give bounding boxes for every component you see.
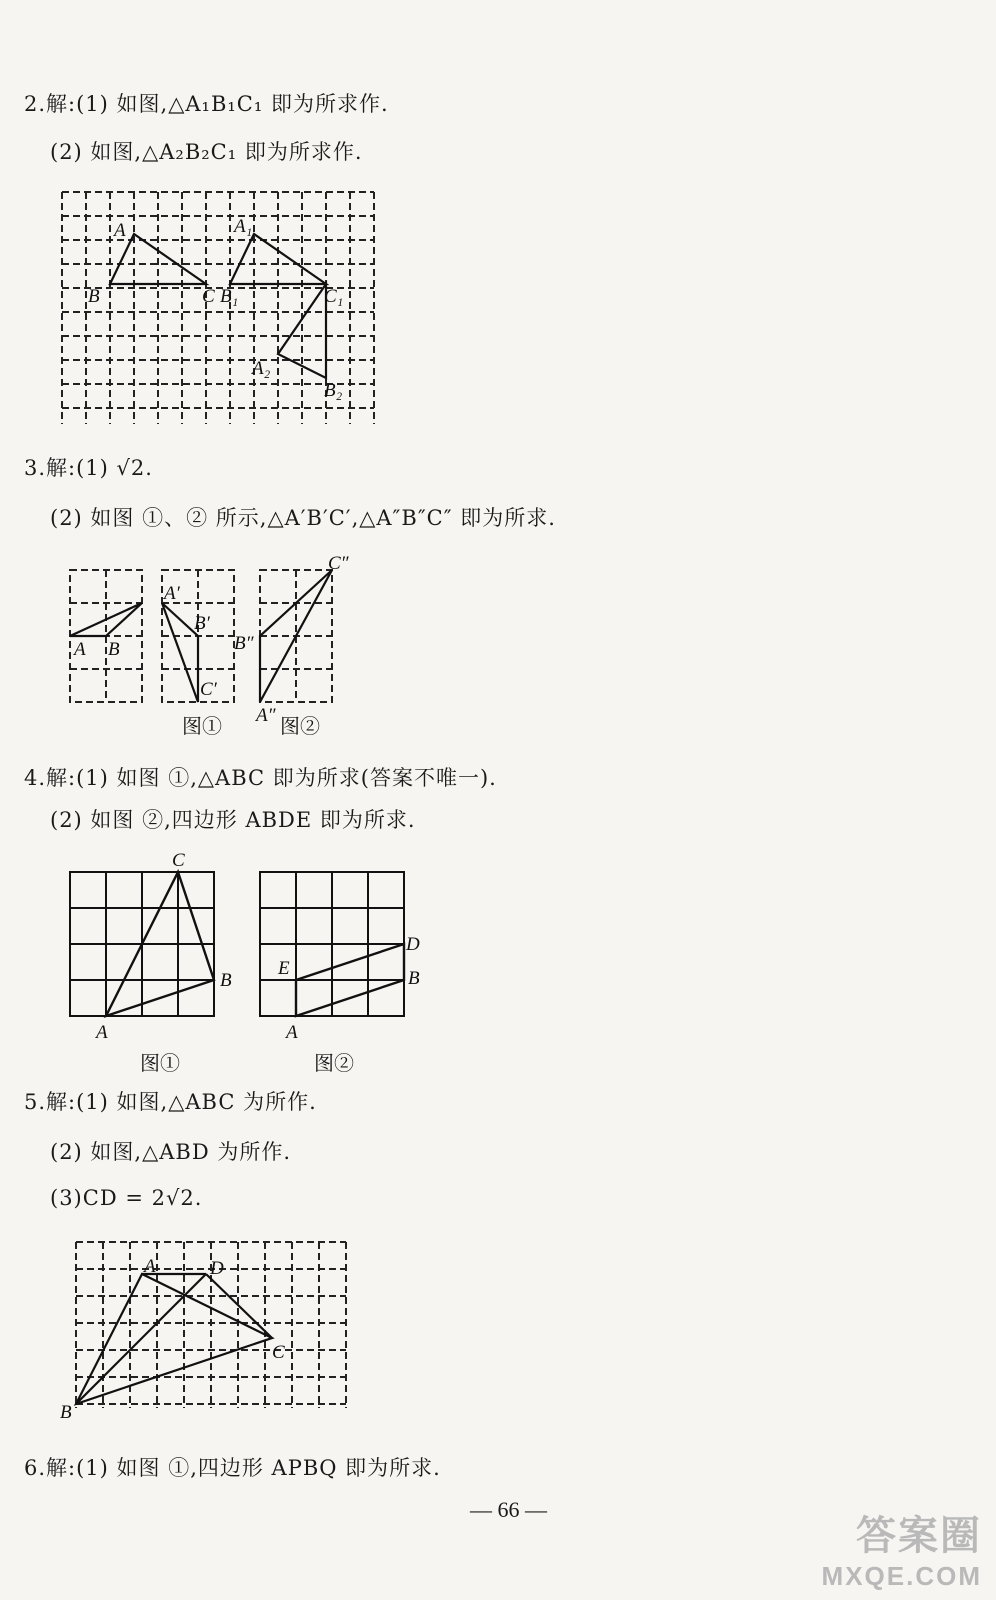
label-B-dprime: B″	[234, 633, 254, 654]
q5-line1: 5.解:(1) 如图,△ABC 为所作.	[24, 1090, 317, 1114]
label-B: B	[220, 970, 232, 991]
label-A: A	[74, 639, 86, 660]
label-B: B	[60, 1402, 72, 1423]
q4-line2: (2) 如图 ②,四边形 ABDE 即为所求.	[50, 808, 416, 832]
q3-line1: 3.解:(1) √2.	[24, 456, 153, 480]
caption-fig1: 图①	[140, 1051, 180, 1075]
label-D: D	[406, 934, 420, 955]
label-A-dprime: A″	[256, 705, 276, 726]
q5-figure	[60, 1232, 360, 1432]
q4-line1: 4.解:(1) 如图 ①,△ABC 即为所求(答案不唯一).	[24, 766, 497, 790]
label-C: C	[172, 850, 185, 871]
label-A: A	[96, 1022, 108, 1043]
label-C-dprime: C″	[328, 553, 349, 574]
label-A2: A	[286, 1022, 298, 1043]
label-B: B	[108, 639, 120, 660]
q2-figure	[50, 182, 390, 432]
solid-grids	[70, 872, 404, 1016]
label-C: C	[202, 286, 215, 307]
page-number: — 66 —	[470, 1497, 547, 1522]
caption-fig2: 图②	[314, 1051, 354, 1075]
label-A2: A₂	[252, 358, 271, 379]
q2-line2: (2) 如图,△A₂B₂C₁ 即为所求作.	[50, 140, 363, 164]
q5-line3: (3)CD = 2√2.	[50, 1186, 203, 1210]
label-C-prime: C′	[200, 679, 217, 700]
label-B2: B	[408, 968, 420, 989]
label-B1: B₁	[220, 286, 239, 307]
watermark-line1: 答案圈	[856, 1514, 982, 1558]
label-A: A	[144, 1256, 156, 1277]
label-A1: A₁	[234, 216, 253, 237]
label-B: B	[88, 286, 100, 307]
triangles	[76, 1274, 272, 1404]
q6-line1: 6.解:(1) 如图 ①,四边形 APBQ 即为所求.	[24, 1456, 441, 1480]
q3-figure	[60, 555, 360, 745]
watermark	[822, 1504, 982, 1592]
label-C1: C₁	[324, 286, 344, 307]
q4-figure	[60, 842, 440, 1078]
label-C: C	[272, 1342, 285, 1363]
q5-line2: (2) 如图,△ABD 为所作.	[50, 1140, 292, 1164]
caption-fig1: 图①	[182, 714, 222, 738]
label-B2: B₂	[324, 380, 343, 401]
label-A: A	[114, 220, 126, 241]
label-D: D	[210, 1258, 224, 1279]
triangles	[110, 234, 326, 378]
label-A-prime: A′	[164, 583, 180, 604]
watermark-line2: MXQE.COM	[821, 1561, 982, 1591]
label-E: E	[278, 958, 290, 979]
q2-line1: 2.解:(1) 如图,△A₁B₁C₁ 即为所求作.	[24, 92, 389, 116]
caption-fig2: 图②	[280, 714, 320, 738]
label-B-prime: B′	[194, 613, 210, 634]
q3-line2: (2) 如图 ①、② 所示,△A′B′C′,△A″B″C″ 即为所求.	[50, 506, 556, 530]
